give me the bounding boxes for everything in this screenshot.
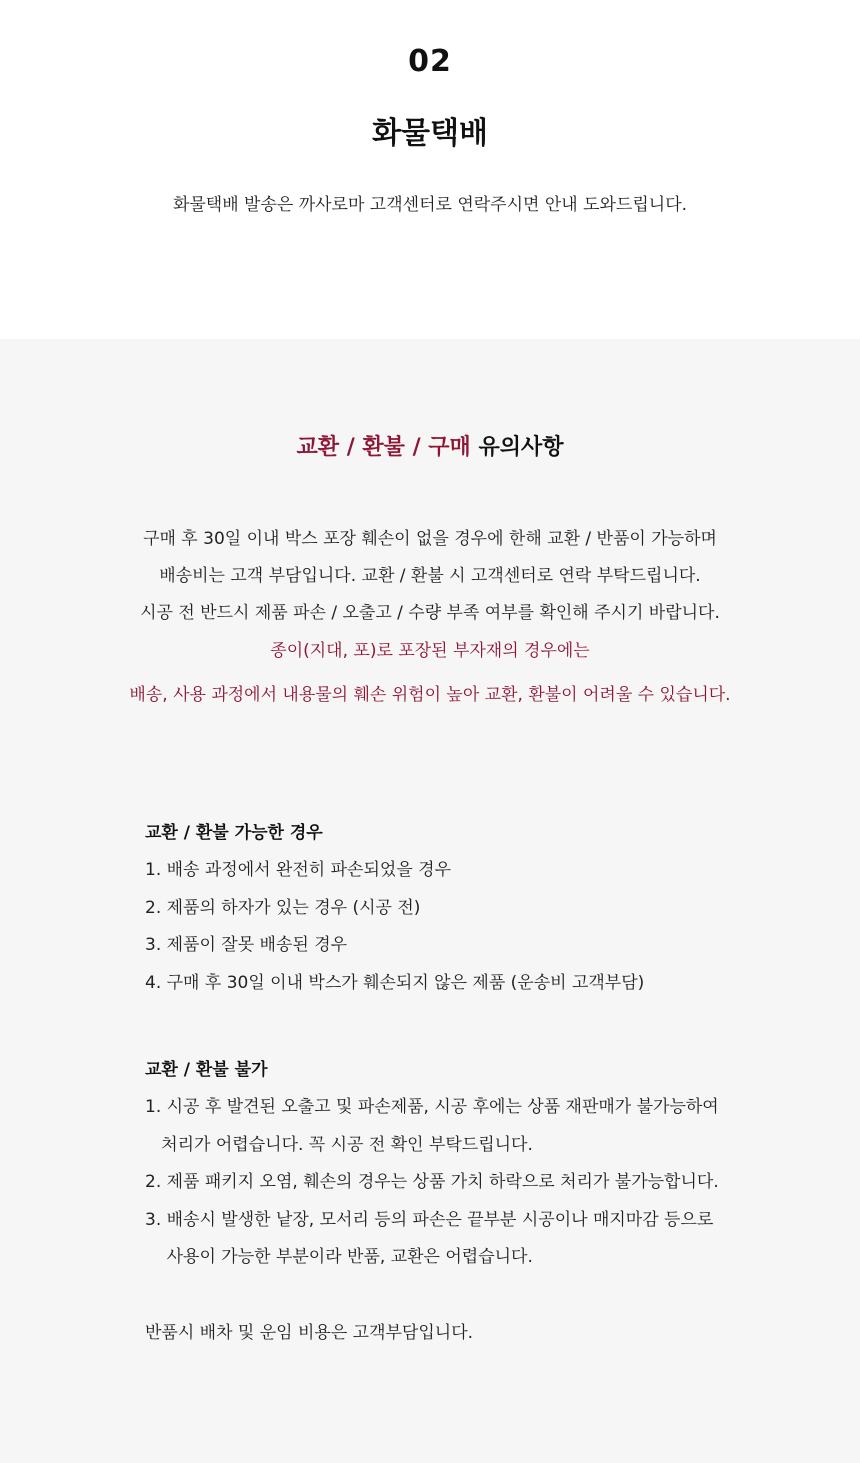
refundable-item: 1. 배송 과정에서 완전히 파손되었을 경우 xyxy=(145,860,451,880)
notice-title xyxy=(0,430,860,461)
non-refundable-item: 사용이 가능한 부분이라 반품, 교환은 어렵습니다. xyxy=(145,1247,533,1267)
non-refundable-item: 2. 제품 패키지 오염, 훼손의 경우는 상품 가치 하락으로 처리가 불가능합니다. xyxy=(145,1172,719,1192)
non-refundable-item: 처리가 어렵습니다. 꼭 시공 전 확인 부탁드립니다. xyxy=(145,1135,533,1155)
refundable-item: 2. 제품의 하자가 있는 경우 (시공 전) xyxy=(145,898,421,918)
non-refundable-heading: 교환 / 환불 불가 xyxy=(145,1060,268,1080)
section-title: 화물택배 xyxy=(372,116,488,151)
delivery-section xyxy=(0,0,860,339)
section-number: 02 xyxy=(408,44,452,79)
section-description: 화물택배 발송은 까사로마 고객센터로 연락주시면 안내 도와드립니다. xyxy=(172,195,688,215)
refundable-item: 3. 제품이 잘못 배송된 경우 xyxy=(145,935,348,955)
notice-title-rest: 유의사항 xyxy=(470,435,564,460)
notice-paragraph-line: 구매 후 30일 이내 박스 포장 훼손이 없을 경우에 한해 교환 / 반품이 가능하며 xyxy=(143,529,717,549)
notice-warning-line: 배송, 사용 과정에서 내용물의 훼손 위험이 높아 교환, 환불이 어려울 수 있습니다. xyxy=(129,685,731,705)
refundable-item: 4. 구매 후 30일 이내 박스가 훼손되지 않은 제품 (운송비 고객부담) xyxy=(145,973,645,993)
notice-section xyxy=(0,339,860,1463)
non-refundable-item: 3. 배송시 발생한 낱장, 모서리 등의 파손은 끝부분 시공이나 매지마감 등으로 xyxy=(145,1210,714,1230)
notice-title-highlight: 교환 / 환불 / 구매 xyxy=(296,435,471,460)
footer-note: 반품시 배차 및 운임 비용은 고객부담입니다. xyxy=(145,1323,474,1343)
non-refundable-item: 1. 시공 후 발견된 오출고 및 파손제품, 시공 후에는 상품 재판매가 불가능하여 xyxy=(145,1097,719,1117)
notice-warning-line: 종이(지대, 포)로 포장된 부자재의 경우에는 xyxy=(270,641,590,661)
refundable-heading: 교환 / 환불 가능한 경우 xyxy=(145,823,323,843)
notice-paragraph-line: 시공 전 반드시 제품 파손 / 오출고 / 수량 부족 여부를 확인해 주시기 바랍니다. xyxy=(140,603,720,623)
notice-paragraph-line: 배송비는 고객 부담입니다. 교환 / 환불 시 고객센터로 연락 부탁드립니다. xyxy=(159,566,701,586)
